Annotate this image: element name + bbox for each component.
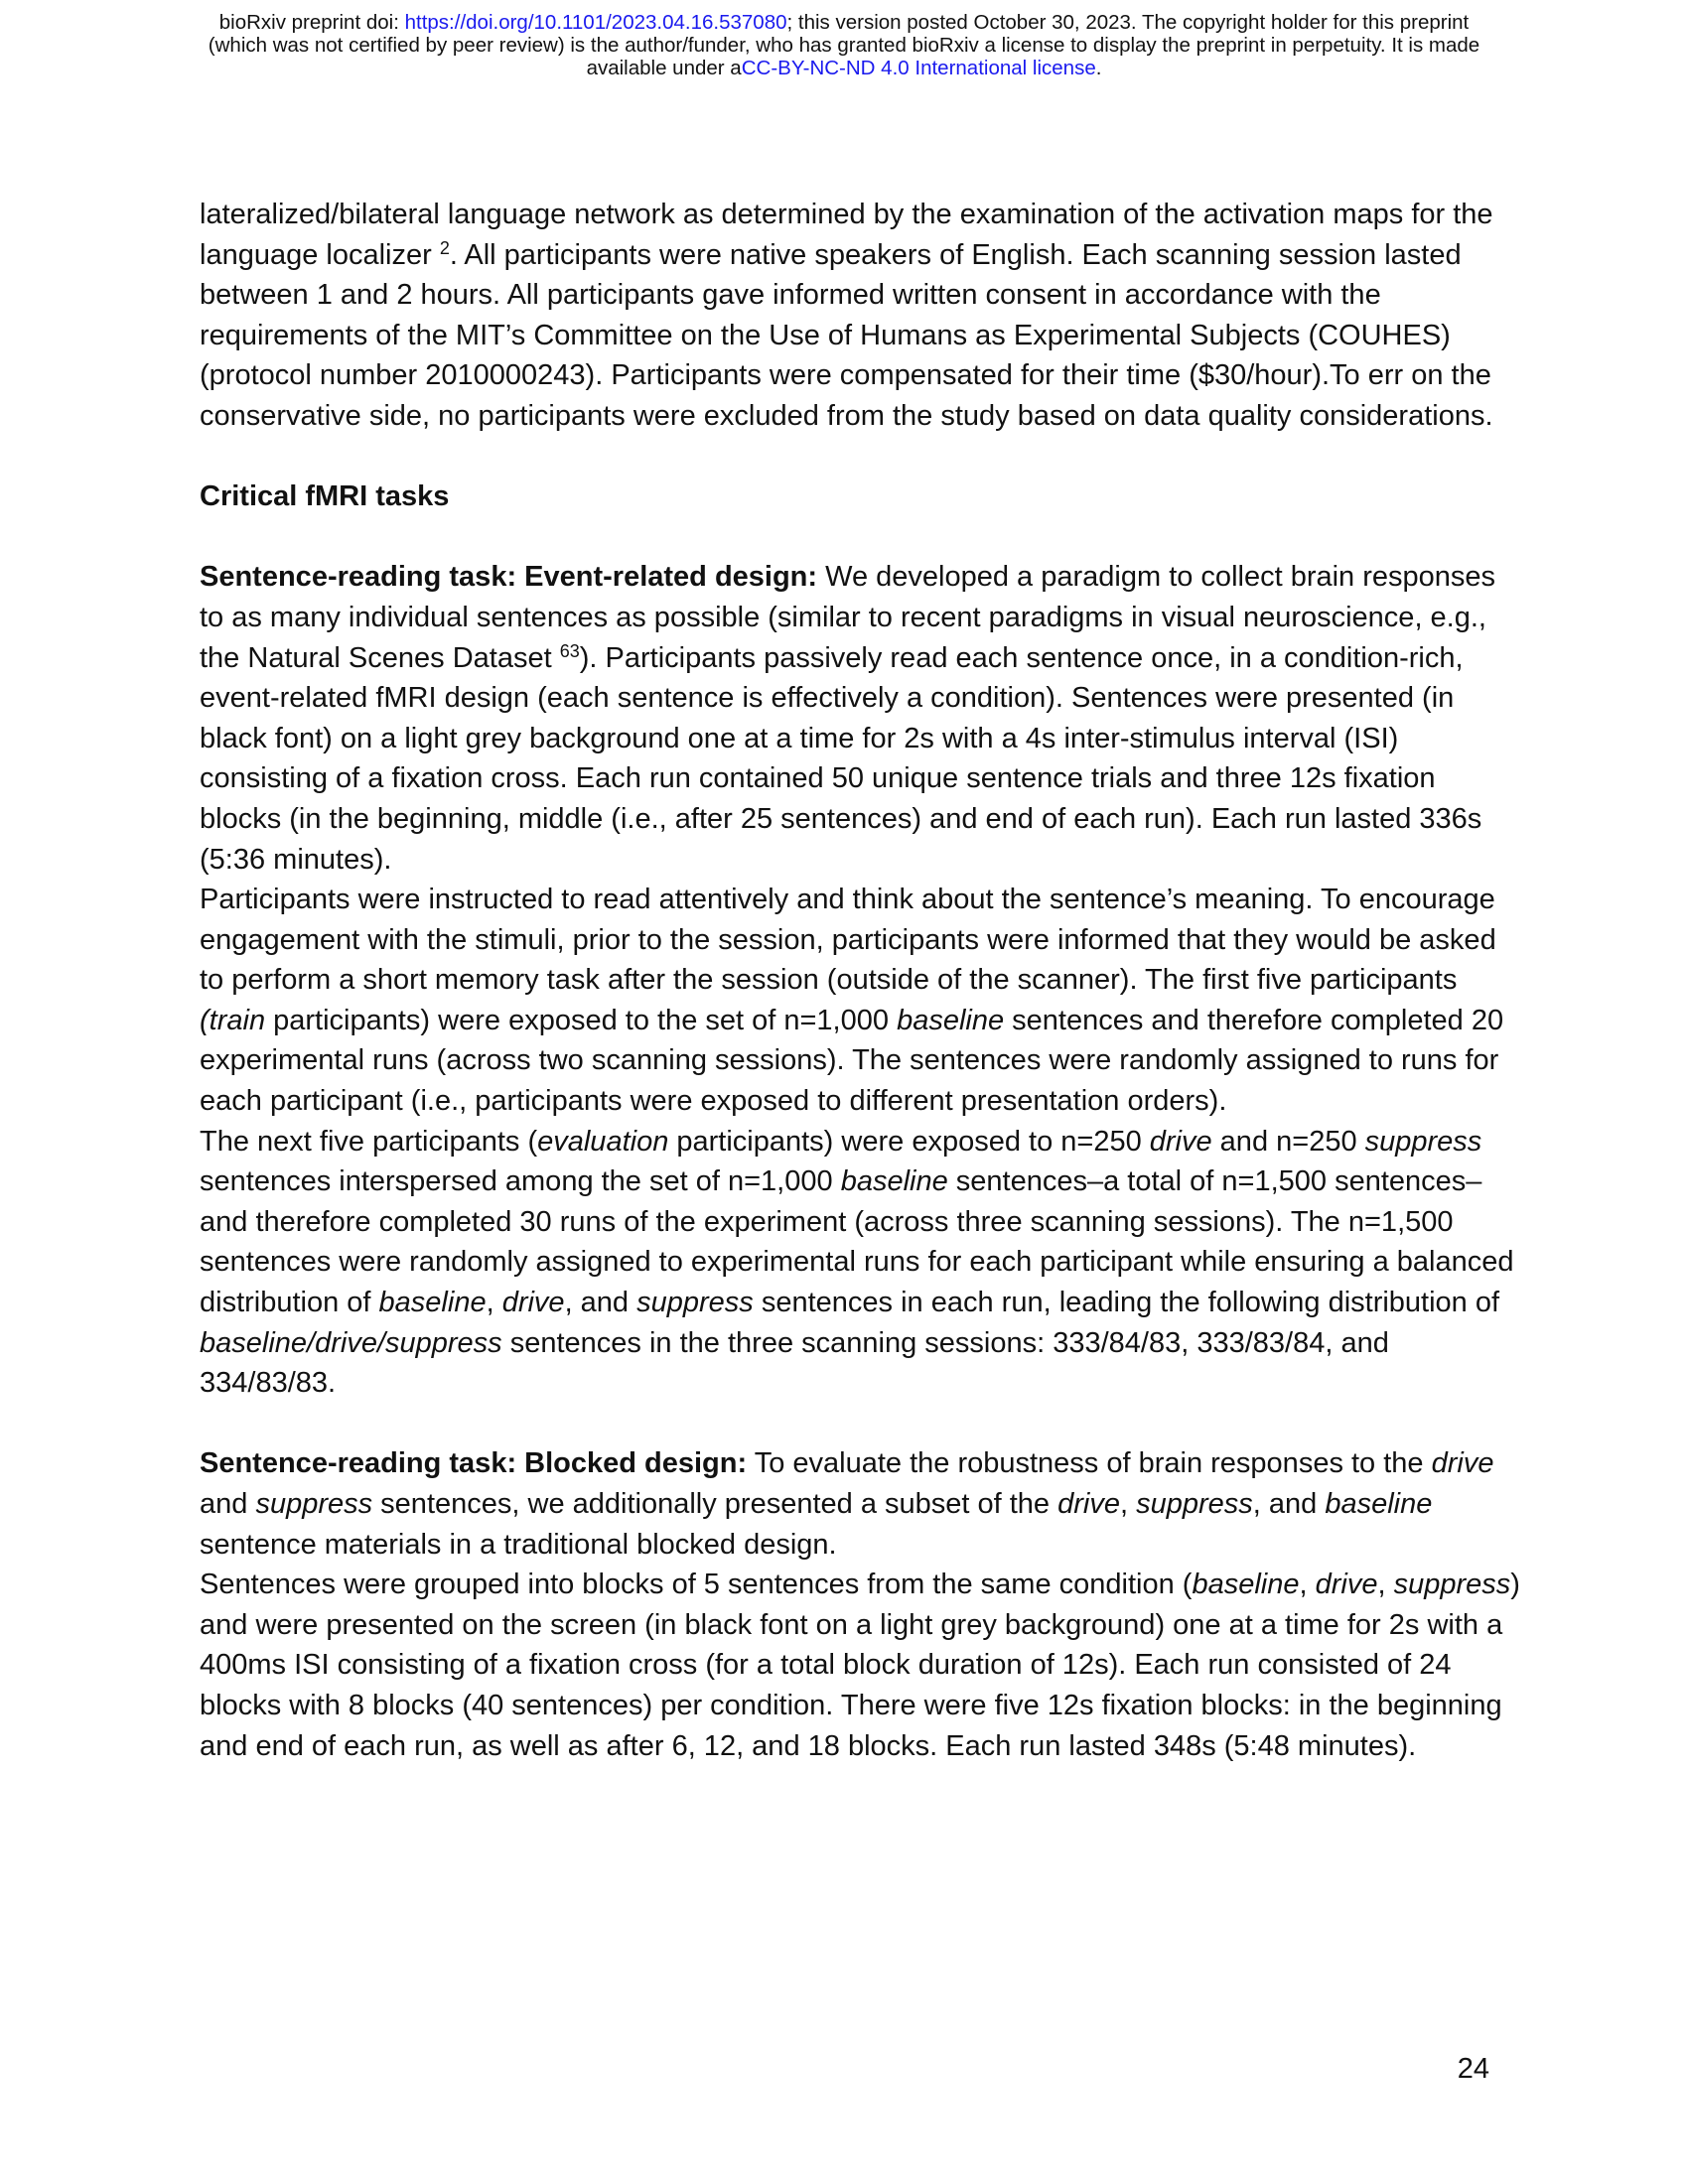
citation-ref: 2 bbox=[439, 237, 450, 258]
subsection-heading: Sentence-reading task: Blocked design: bbox=[200, 1447, 748, 1480]
evaluation-paragraph: The next five participants (evaluation participants) were exposed to n=250 drive and n=250 suppress sentences interspersed among the set of n=1,000 baseline sentences–a total of n=1,500 sentences–and therefore completed 30 runs of the experiment (across three scanning sessions). The n=1,500 sentences were randomly assigned to experimental runs for each participant while ensuring a balanced distribution of baseline, drive, and suppress sentences in each run, leading the following distribution of baseline/drive/suppress sentences in the three scanning sessions: 333/84/83, 333/83/84, and 334/83/83. bbox=[200, 1125, 1514, 1400]
citation-ref: 63 bbox=[559, 640, 580, 661]
block-structure-paragraph: Sentences were grouped into blocks of 5 sentences from the same condition (baseline, drive, suppress) and were presented on the screen (in black font on a light grey background) one at a time for 2s with a 400ms ISI consisting of a fixation cross (for a total block duration of 12s). Each run consisted of 24 blocks with 8 blocks (40 sentences) per condition. There were five 12s fixation blocks: in the beginning and end of each run, as well as after 6, 12, and 18 blocks. Each run lasted 348s (5:48 minutes). bbox=[200, 1569, 1520, 1762]
subsection-heading: Sentence-reading task: Event-related design: bbox=[200, 561, 818, 594]
participants-paragraph: lateralized/bilateral language network as determined by the examination of the activation maps for the language localizer $^2$. All participants were native speakers of English. Each scanning session lasted between 1 and 2 hours. All participants gave informed written consent in accordance with the requirements of the MIT’s Committee on the Use of Humans as Experimental Subjects (COUHES) (protocol number 2010000243). Participants were compensated for their time ($30/hour).To err on the conservative side, no participants were excluded from the study based on data quality considerations. bbox=[200, 199, 1493, 432]
blocked-design-paragraph: Sentence-reading task: Blocked design: To evaluate the robustness of brain responses to the drive and suppress sentences, we additionally presented a subset of the drive, suppress, and baseline sentence materials in a traditional blocked design. bbox=[200, 1447, 1494, 1561]
instructions-paragraph: Participants were instructed to read attentively and think about the sentence’s meaning. To encourage engagement with the stimuli, prior to the session, participants were informed that they would be asked to perform a short memory task after the session (outside of the scanner). The first five participants (train participants) were exposed to the set of n=1,000 baseline sentences and therefore completed 20 experimental runs (across two scanning sessions). The sentences were randomly assigned to runs for each participant (i.e., participants were exposed to different presentation orders). bbox=[200, 884, 1504, 1118]
header-line-2: (which was not certified by peer review) is the author/funder, who has granted bioRxiv a license to display the preprint in perpetuity. It is made bbox=[208, 34, 1480, 57]
preprint-header bbox=[0, 11, 1688, 79]
page-number: 24 bbox=[1457, 2053, 1489, 2085]
license-link[interactable]: CC-BY-NC-ND 4.0 International license bbox=[741, 57, 1096, 79]
section-heading: Critical fMRI tasks bbox=[200, 480, 450, 513]
paragraph-gap bbox=[200, 1404, 1520, 1444]
header-line-1: bioRxiv preprint doi: https://doi.org/10.1101/2023.04.16.537080; this version posted October 30, 2023. The copyright holder for this preprint bbox=[218, 11, 1470, 34]
paragraph-gap bbox=[200, 517, 1520, 558]
doi-link[interactable]: https://doi.org/10.1101/2023.04.16.537080 bbox=[404, 11, 787, 34]
header-line-3: available under aCC-BY-NC-ND 4.0 International license. bbox=[586, 57, 1102, 79]
main-content bbox=[200, 195, 1520, 1766]
paragraph-gap bbox=[200, 437, 1520, 478]
event-related-paragraph: Sentence-reading task: Event-related design: We developed a paradigm to collect brain responses to as many individual sentences as possible (similar to recent paradigms in visual neuroscience, e.g., the Natural Scenes Dataset $^{63}$). Participants passively read each sentence once, in a condition-rich, event-related fMRI design (each sentence is effectively a condition). Sentences were presented (in black font) on a light grey background one at a time for 2s with a 4s inter-stimulus interval (ISI) consisting of a fixation cross. Each run contained 50 unique sentence trials and three 12s fixation blocks (in the beginning, middle (i.e., after 25 sentences) and end of each run). Each run lasted 336s (5:36 minutes). bbox=[200, 561, 1496, 876]
